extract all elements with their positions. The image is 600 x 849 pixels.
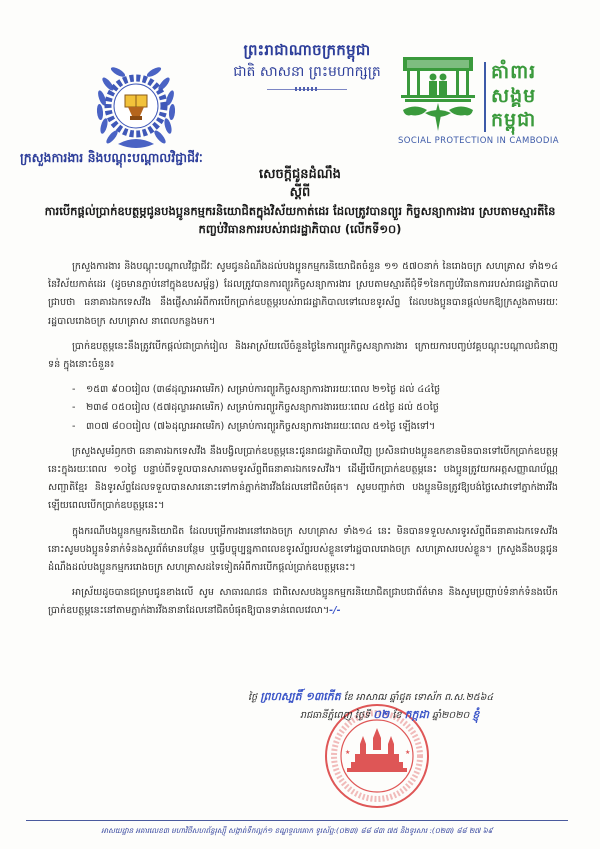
logo-divider xyxy=(484,62,486,132)
social-protection-caption: SOCIAL PROTECTION IN CAMBODIA xyxy=(398,136,559,146)
kingdom-motto xyxy=(212,40,402,92)
notice-body xyxy=(48,258,558,628)
handwritten-lunar-day: ព្រហស្បតិ៍ ១៣កើត xyxy=(260,690,341,703)
allowance-item: - ២៣៨ ០៥០រៀល (៥៧ដុល្លារអាមេរិក) សម្រាប់ការព្យួរកិច្ចសន្យាការងាររយៈពេល ៤៥ថ្ងៃ ដល់ ៥០ថ្ងៃ xyxy=(72,399,558,417)
date-block xyxy=(240,688,580,724)
body-paragraph: ក្នុងករណីបងប្អូនកម្មករនិយោជិត ដែលបម្រើការងារនៅរោងចក្រ សហគ្រាស ទាំង១៤ នេះ មិនបានទទួលសារទូរស័ព្ទពីធនាគារឯកទេសវីង នោះសូមបងប្អូនទំនាក់ទំនងសួរព័ត៌មានបន្ថែម ឬធ្វើបច្ចុប្បន្នភាពលេខទូរស័ព្ទរបស់ខ្លួនទៅរដ្ឋបាលរោងចក្រ សហគ្រាសរបស់ខ្លួន។ ក្រសួងនឹងបន្តជូនដំណឹងដល់បងប្អូនកម្មកររោងចក្រ សហគ្រាសដទៃទៀតអំពីការបើកផ្តល់ប្រាក់ឧបត្ថម្ភនេះ។ xyxy=(48,525,558,574)
nation-religion-king: ជាតិ សាសនា ព្រះមហាក្សត្រ xyxy=(233,64,381,80)
lunar-date: ថ្ងៃ ព្រហស្បតិ៍ ១៣កើត ខែ អាសាឍ ឆ្នាំជូត ទោស័ក ព.ស.២៥៦៤ xyxy=(248,690,494,703)
footer-address: អាសយដ្ឋាន អគារលេខ៣ មហាវិថីសហព័ន្ធរុស្ស៊ី សង្កាត់ទឹកល្អក់១ ខណ្ឌទួលគោក ទូរស័ព្ទ:(០២៣) ៨៨ ៨៣ ៧៥ និងទូរសារ :(០២៣) ៨៨ ២៧ ៦៩ xyxy=(101,826,493,835)
social-protection-khmer-wordmark: គាំពារ សង្គម កម្ពុជា xyxy=(491,61,537,131)
notice-title: សេចក្តីជូនដំណឹង xyxy=(259,167,341,182)
closing-mark: -/- xyxy=(329,605,341,617)
body-paragraph: ក្រសួងសូមរំឭកថា ធនាគារឯកទេសវីង នឹងបង្វិលប្រាក់ឧបត្ថម្ភនេះជូនរាជរដ្ឋាភិបាលវិញ ប្រសិនជាបងប្អូនឧកខានមិនបានទៅបើកប្រាក់ឧបត្ថម្ភនេះក្នុងរយៈពេល ១០ថ្ងៃ បន្ទាប់ពីទទួលបានសារតាមទូរស័ព្ទពីធនាគារឯកទេសវីង។ ដើម្បីបើកប្រាក់ឧបត្ថម្ភនេះ បងប្អូនត្រូវយកអត្តសញ្ញាណប័ណ្ណសញ្ជាតិខ្មែរ និងទូរស័ព្ទដែលទទួលបានសារនោះទៅកាន់ភ្នាក់ងារវីងដែលនៅជិតបំផុត។ សូមបញ្ជាក់ថា បងប្អូនមិនត្រូវឱ្យបង់ថ្លៃសេវាទៅភ្នាក់ងារវីងឡើយពេលបើកប្រាក់ឧបត្ថម្ភនេះ។ xyxy=(48,445,558,512)
notice-subject: ការបើកផ្តល់ប្រាក់ឧបត្ថម្ភជូនបងប្អូនកម្មករនិយោជិតក្នុងវិស័យកាត់ដេរ ដែលត្រូវបានព្យួរ កិច្ចសន្យាការងារ ស្របតាមស្មារតីនៃកញ្ចប់វិធានការរបស់រាជរដ្ឋាភិបាល (លើកទី១០) xyxy=(44,204,556,236)
allowance-item: - ១៥៣ ៩០០រៀល (៣៨ដុល្លារអាមេរិក) សម្រាប់ការព្យួរកិច្ចសន្យាការងាររយៈពេល ២១ថ្ងៃ ដល់ ៤៤ថ្ងៃ xyxy=(72,381,558,399)
pavilion-family-icon xyxy=(395,55,481,135)
handwritten-month: កក្កដា xyxy=(404,708,429,721)
kingdom-name: ព្រះរាជាណាចក្រកម្ពុជា xyxy=(243,41,371,59)
notice-title-block xyxy=(40,166,560,238)
ministry-name: ក្រសួងការងារ និងបណ្តុះបណ្តាលវិជ្ជាជីវៈ xyxy=(20,150,203,165)
allowance-list xyxy=(48,381,558,436)
laurel-gear-emblem-icon xyxy=(88,58,184,154)
svg-text:★: ★ xyxy=(345,749,351,756)
allowance-item: - ៣០៧ ៨០០រៀល (៧៦ដុល្លារអាមេរិក) សម្រាប់ការព្យួរកិច្ចសន្យាការងាររយៈពេល ៥១ថ្ងៃ ឡើងទៅ។ xyxy=(72,418,558,436)
body-paragraph: ប្រាក់ឧបត្ថម្ភនេះនឹងត្រូវបើកផ្តល់ជាប្រាក់រៀល និងអាស្រ័យលើចំនួនថ្ងៃនៃការព្យួរកិច្ចសន្យាការងារ ក្រោយការបញ្ចប់វគ្គបណ្តុះបណ្តាលជំនាញទន់ ក្នុងនោះចំនួន៖ xyxy=(48,340,558,371)
footer-divider xyxy=(26,820,568,821)
signature-mark: ខ្ញុំ xyxy=(472,708,480,721)
svg-text:★: ★ xyxy=(405,749,411,756)
body-paragraph: ក្រសួងការងារ និងបណ្តុះបណ្តាលវិជ្ជាជីវៈ សូមជូនដំណឹងដល់បងប្អូនកម្មករនិយោជិតចំនួន ១១ ៥៧០នាក់ នៃរោងចក្រ សហគ្រាស ទាំង១៤ នៃវិស័យកាត់ដេរ (ដូចមានភ្ជាប់នៅក្នុងឧបសម្ព័ន្ធ) ដែលត្រូវបានការព្យួរកិច្ចសន្យាការងារ ស្របតាមស្មារតីជុំទី១នៃកញ្ចប់វិធានការរបស់រាជរដ្ឋាភិបាល ជ្រាបថា ធនាគារឯកទេសវីង នឹងផ្ញើសារអំពីការបើកប្រាក់ឧបត្ថម្ភរបស់រាជរដ្ឋាភិបាលទៅលេខទូរស័ព្ទ ដែលបងប្អូនបានផ្តល់មកឱ្យក្រសួងតាមរយៈរដ្ឋបាលរោងចក្រ សហគ្រាស នាពេលកន្លងមក។ xyxy=(48,261,558,327)
solar-date: រាជធានីភ្នំពេញ ថ្ងៃទី ០២ ខែ កក្កដា ឆ្នាំ២០២០ ខ្ញុំ xyxy=(300,708,480,721)
ministry-emblem-logo xyxy=(88,58,184,154)
handwritten-day: ០២ xyxy=(373,708,390,721)
divider-ornament xyxy=(267,86,347,92)
body-paragraph: អាស្រ័យដូចបានជម្រាបជូនខាងលើ សូម សាធារណជន ជាពិសេសបងប្អូនកម្មករនិយោជិតជ្រាបជាព័ត៌មាន និងសូមប្រញាប់ទំនាក់ទំនងបើកប្រាក់ឧបត្ថម្ភនេះនៅតាមភ្នាក់ងារវីងនានាដែលនៅជិតបំផុតឱ្យបានទាន់ពេលវេលា។-/- xyxy=(48,587,558,617)
notice-subject-label: ស្តីពី xyxy=(289,185,311,200)
